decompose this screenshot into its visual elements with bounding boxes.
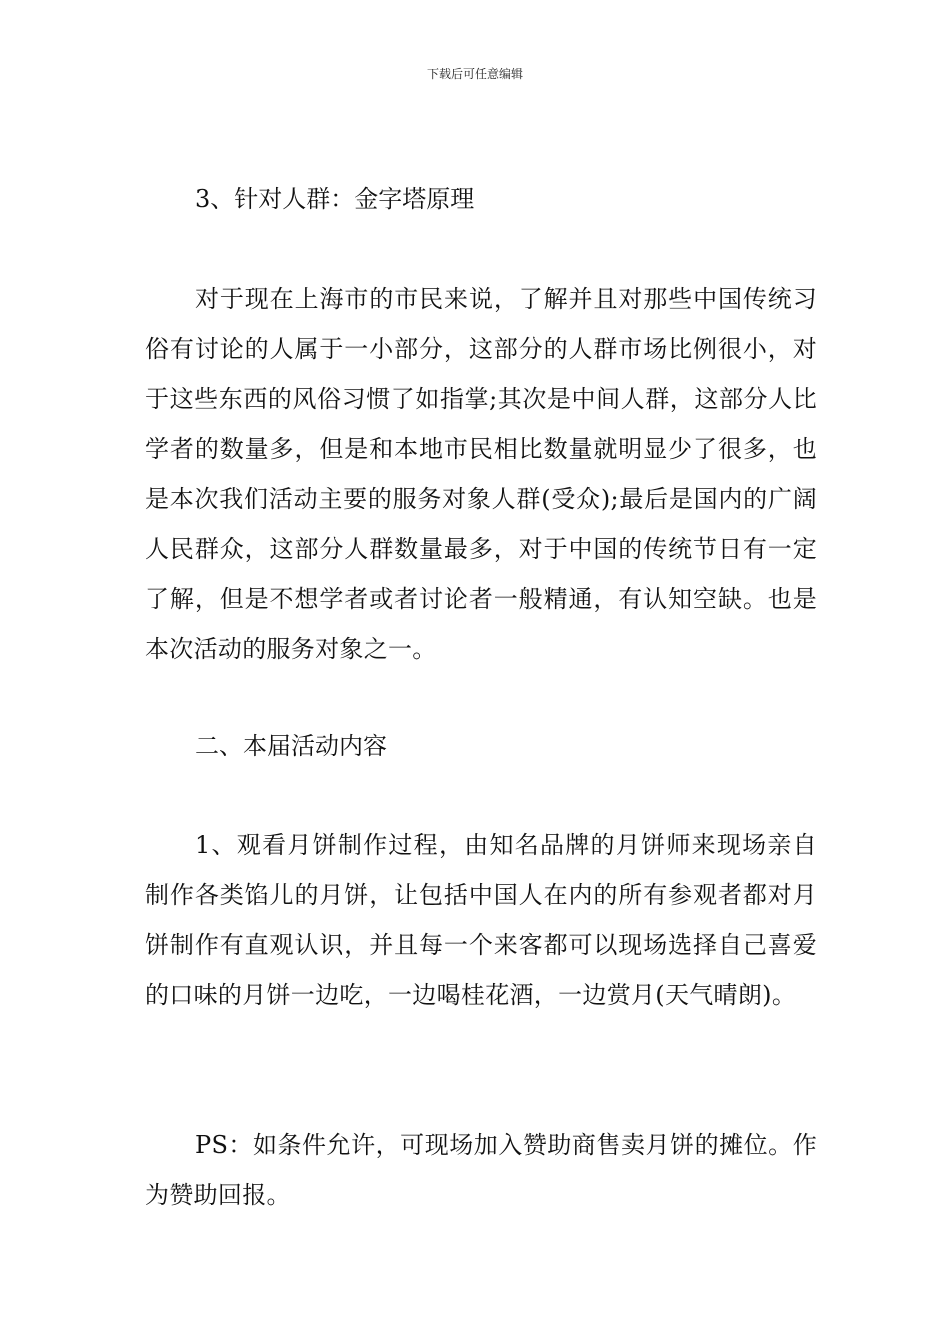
target-audience-block xyxy=(145,274,817,674)
section-heading-target-audience: 3、针对人群：金字塔原理 xyxy=(195,185,475,213)
ps-paragraph: PS：如条件允许，可现场加入赞助商售卖月饼的摊位。作为赞助回报。 xyxy=(145,1131,817,1209)
ps-block xyxy=(145,1120,817,1220)
activity-content-block xyxy=(145,820,817,1020)
target-audience-paragraph: 对于现在上海市的市民来说，了解并且对那些中国传统习俗有讨论的人属于一小部分，这部分的人群市场比例很小，对于这些东西的风俗习惯了如指掌;其次是中间人群，这部分人比学者的数量多，但是和本地市民相比数量就明显少了很多，也是本次我们活动主要的服务对象人群(受众);最后是国内的广阔人民群众，这部分人群数量最多，对于中国的传统节日有一定了解，但是不想学者或者讨论者一般精通，有认知空缺。也是本次活动的服务对象之一。 xyxy=(145,285,817,663)
activity-content-paragraph: 1、观看月饼制作过程，由知名品牌的月饼师来现场亲自制作各类馅儿的月饼，让包括中国人在内的所有参观者都对月饼制作有直观认识，并且每一个来客都可以现场选择自己喜爱的口味的月饼一边吃，一边喝桂花酒，一边赏月(天气晴朗)。 xyxy=(145,831,817,1009)
header-note: 下载后可任意编辑 xyxy=(426,67,523,81)
section-heading-activity-content: 二、本届活动内容 xyxy=(195,732,387,760)
